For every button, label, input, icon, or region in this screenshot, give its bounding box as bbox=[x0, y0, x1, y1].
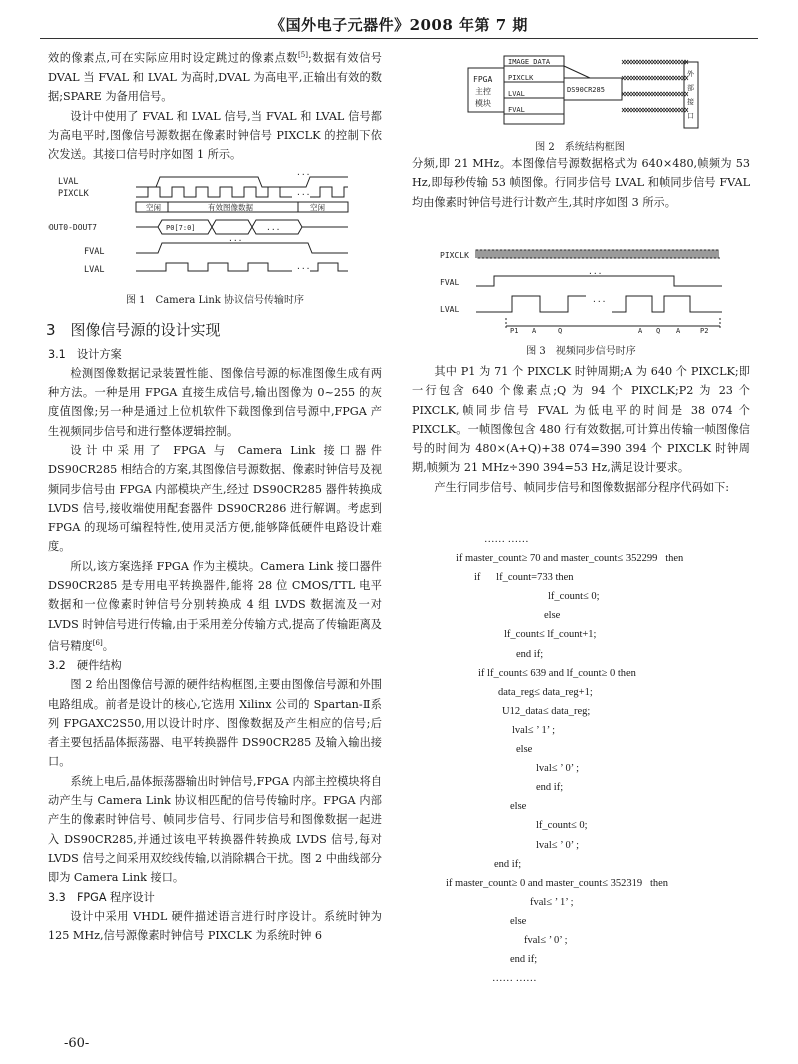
signal-label: PIXCLK bbox=[508, 74, 534, 82]
signal-label: FVAL bbox=[84, 246, 105, 257]
code-line: data_reg≤ data_reg+1; bbox=[498, 686, 593, 698]
pixel-label: P0[7:0] bbox=[166, 223, 196, 232]
code-line: if master_count≥ 0 and master_count≤ 352319 then bbox=[446, 877, 669, 889]
code-line: lf_count≤ 0; bbox=[548, 591, 600, 603]
iface-label: 口 bbox=[687, 112, 694, 120]
code-line: lf_count≤ 0; bbox=[536, 820, 588, 832]
paragraph: 效的像素点,可在实际应用时设定跳过的像素点数[5];数据有效信号 DVAL 当 FVAL 和 LVAL 为高时,DVAL 为高电平,正输出有效的数据;SPARE 为备用信号。 bbox=[48, 51, 382, 104]
code-line: fval≤ ’ 1’ ; bbox=[530, 896, 574, 908]
block-label: 主控 bbox=[475, 87, 491, 96]
header-rule bbox=[40, 38, 758, 39]
code-line: else bbox=[544, 610, 561, 622]
ellipsis: ... bbox=[592, 295, 607, 304]
ellipsis: ... bbox=[296, 187, 311, 197]
right-column-text-2 bbox=[412, 362, 750, 497]
paragraph: 检测图像数据记录装置性能、图像信号源的标准图像生成有两种方法。一种是用 FPGA 直接生成信号,输出图像为 0~255 的灰度值图像;另一种是通过上位机软件下载图像到信号源中,FPGA 产生视频同步信号和进行整体逻辑控制。 bbox=[48, 366, 382, 438]
segment-label: A bbox=[676, 327, 681, 335]
paragraph: 设计中采用 VHDL 硬件描述语言进行时序设计。系统时钟为 125 MHz,信号源像素时钟信号 PIXCLK 为系统时钟 6 bbox=[48, 909, 382, 943]
ellipsis: ... bbox=[266, 222, 281, 232]
ellipsis: ... bbox=[296, 261, 311, 271]
ellipsis: ... bbox=[296, 167, 311, 177]
segment-label: Q bbox=[656, 327, 661, 335]
code-line: lval≤ ’ 1’ ; bbox=[512, 724, 555, 736]
code-line: if master_count≥ 70 and master_count≤ 352299 then bbox=[456, 553, 684, 565]
segment-label: P2 bbox=[700, 327, 709, 335]
segment-label: P1 bbox=[510, 327, 519, 335]
code-line: fval≤ ’ 0’ ; bbox=[524, 934, 568, 946]
paragraph: 所以,该方案选择 FPGA 作为主模块。Camera Link 接口器件 DS90CR285 是专用电平转换器件,能将 28 位 CMOS/TTL 电平数据和一位像素时钟信号分别转换成 4 组 LVDS 数据流及一对 LVDS 时钟信号进行传输,由于采用差分传输方式,提高了传输距离及信号精度[6]。 bbox=[48, 559, 382, 653]
code-line: else bbox=[510, 915, 527, 927]
code-block bbox=[412, 530, 752, 988]
figure-3 bbox=[412, 246, 750, 358]
iface-label: 接 bbox=[687, 98, 694, 106]
code-line: lf_count≤ lf_count+1; bbox=[504, 629, 597, 641]
journal-header: 《国外电子元器件》2008 年第 7 期 bbox=[270, 16, 528, 34]
left-column bbox=[48, 46, 382, 945]
code-line: end if; bbox=[516, 648, 544, 660]
code-line: end if; bbox=[536, 782, 564, 794]
signal-label: LVAL bbox=[440, 305, 460, 314]
iface-label: 外 bbox=[687, 70, 694, 78]
paragraph: 分频,即 21 MHz。本图像信号源数据格式为 640×480,帧频为 53 Hz,即每秒传输 53 帧图像。行同步信号 LVAL 和帧同步信号 FVAL 均由像素时钟信号进行计数产生,其时序如图 3 所示。 bbox=[412, 157, 750, 209]
idle-label: 空闲 bbox=[310, 202, 325, 212]
paragraph: 系统上电后,晶体振荡器输出时钟信号,FPGA 内部主控模块将自动产生与 Camera Link 协议相匹配的信号传输时序。FPGA 内部产生的像素时钟信号、帧同步信号、行同步信号和图像数据一起进入 DS90CR285,并通过该电平转换器件转换成 LVDS 信号,每对 LVDS 信号之间采用双绞线传输,以消除耦合干扰。图 2 中曲线部分即为 Camera Link 接口。 bbox=[48, 774, 382, 885]
segment-label: A bbox=[638, 327, 643, 335]
pixclk-waveform bbox=[476, 250, 720, 258]
subsection-title: 3.3 FPGA 程序设计 bbox=[48, 890, 155, 904]
paragraph: 产生行同步信号、帧同步信号和图像数据部分程序代码如下: bbox=[434, 480, 730, 494]
right-column-text-1 bbox=[412, 154, 750, 212]
signal-label: FVAL bbox=[440, 278, 460, 287]
code-line: …… …… bbox=[484, 534, 529, 545]
code-line: end if; bbox=[510, 954, 538, 966]
timing-diagram-1 bbox=[48, 165, 382, 295]
code-line: end if; bbox=[494, 858, 522, 870]
figure-2-caption: 图 2 系统结构框图 bbox=[535, 142, 625, 153]
subsection-title: 3.2 硬件结构 bbox=[48, 659, 122, 672]
valid-data-label: 有效图像数据 bbox=[208, 202, 253, 212]
code-line: …… …… bbox=[492, 973, 537, 985]
ellipsis: ... bbox=[228, 233, 243, 243]
signal-label: PIXCLK bbox=[58, 188, 89, 199]
signal-label: LVAL bbox=[508, 90, 525, 98]
figure-2 bbox=[440, 54, 720, 154]
segment-label: A bbox=[532, 327, 537, 335]
ellipsis: ... bbox=[588, 267, 603, 276]
code-line: else bbox=[516, 744, 533, 756]
block-label: 模块 bbox=[475, 99, 491, 108]
signal-label: LVAL bbox=[84, 264, 105, 275]
paragraph: 设计中采用了 FPGA 与 Camera Link 接口器件 DS90CR285 相结合的方案,其图像信号源数据、像素时钟信号及视频同步信号由 FPGA 内部模块产生,经过 DS90CR285 器件转换成 LVDS 信号,接收端使用配套器件 DS90CR286 进行解调。考虑到 FPGA 的现场可编程特性,使用灵活方便,能够降低硬件电路设计难度。 bbox=[48, 444, 382, 554]
signal-label: IMAGE DATA bbox=[508, 58, 551, 66]
code-line: lval≤ ’ 0’ ; bbox=[536, 839, 579, 851]
paragraph: 其中 P1 为 71 个 PIXCLK 时钟周期;A 为 640 个 PIXCLK;即一行包含 640 个像素点;Q 为 94 个 PIXCLK;P2 为 23 个 PIXCLK,帧同步信号 FVAL 为低电平的时间是 38 074 个 PIXCLK。一帧图像包含 480 行有效数据,可计算出传输一帧图像信号的时间为 480×(A+Q)+38 074=390 394 个 PIXCLK 时钟周期,帧频为 21 MHz÷390 394=53 Hz,满足设计要求。 bbox=[412, 365, 750, 475]
chip-label: DS90CR285 bbox=[567, 86, 605, 94]
signal-label: FVAL bbox=[508, 106, 525, 114]
code-line: else bbox=[510, 801, 527, 813]
code-line: U12_data≤ data_reg; bbox=[502, 705, 591, 717]
signal-label: LVAL bbox=[58, 176, 79, 187]
block-label: FPGA bbox=[473, 75, 493, 84]
code-line: if lf_count≤ 639 and lf_count≥ 0 then bbox=[478, 667, 636, 679]
figure-3-caption: 图 3 视频同步信号时序 bbox=[526, 346, 636, 357]
segment-label: Q bbox=[558, 327, 563, 335]
figure-1 bbox=[48, 165, 382, 313]
timing-diagram-3 bbox=[412, 246, 750, 340]
iface-label: 部 bbox=[687, 84, 694, 92]
figure-1-caption: 图 1 Camera Link 协议信号传输时序 bbox=[126, 294, 304, 306]
subsection-title: 3.1 设计方案 bbox=[48, 347, 122, 361]
signal-label: PIXCLK bbox=[440, 251, 469, 260]
paragraph: 图 2 给出图像信号源的硬件结构框图,主要由图像信号源和外围电路组成。前者是设计的核心,它选用 Xilinx 公司的 Spartan-Ⅱ系列 FPGAXC2S50,用以设计时序、图像数据及产生相应的信号;后者主要包括晶体振荡器、电平转换器件 DS90CR285 及输入输出接口。 bbox=[48, 678, 382, 769]
block-diagram bbox=[440, 54, 720, 134]
idle-label: 空闲 bbox=[146, 202, 161, 212]
page-number: -60- bbox=[64, 1036, 90, 1051]
signal-label: DOUT0-DOUT7 bbox=[48, 222, 97, 232]
section-title: 3 图像信号源的设计实现 bbox=[46, 320, 221, 339]
code-line: lval≤ ’ 0’ ; bbox=[536, 763, 579, 775]
paragraph: 设计中使用了 FVAL 和 LVAL 信号,当 FVAL 和 LVAL 信号都为高电平时,图像信号源数据在像素时钟信号 PIXCLK 的控制下依次发送。其接口信号时序如图 1 所示。 bbox=[48, 109, 382, 162]
code-line: if lf_count=733 then bbox=[474, 572, 574, 584]
